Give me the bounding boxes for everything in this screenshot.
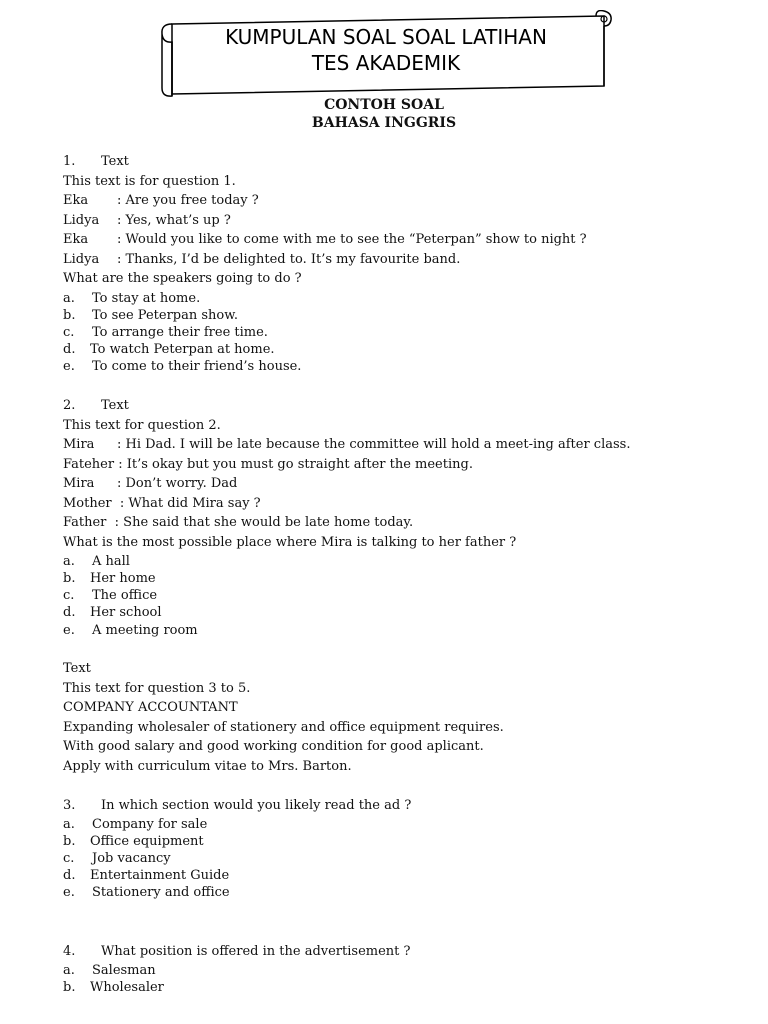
- q1-option-text: To stay at home.: [92, 291, 201, 306]
- q1-dialog-line: [63, 232, 587, 248]
- ad-label: Text: [63, 661, 91, 676]
- q3-option-text: Stationery and office: [92, 885, 230, 900]
- q2-option-text: A hall: [92, 554, 130, 569]
- q1-option-letter: d.: [63, 342, 76, 357]
- banner-title-line1: KUMPULAN SOAL SOAL LATIHAN: [225, 25, 547, 49]
- q1-dialog-line: [63, 213, 231, 229]
- utterance: : Would you like to come with me to see the “Peterpan” show to night ?: [117, 232, 587, 247]
- q2-label: Text: [101, 398, 129, 413]
- q3-option-text: Job vacancy: [92, 851, 171, 866]
- q1-option-letter: e.: [63, 359, 75, 374]
- q1-option-letter: b.: [63, 308, 76, 323]
- q1-intro: This text is for question 1.: [63, 174, 236, 189]
- speaker: Father: [63, 515, 107, 530]
- ad-line: Apply with curriculum vitae to Mrs. Barton.: [63, 759, 352, 774]
- q2-option-letter: e.: [63, 623, 75, 638]
- q1-option-letter: a.: [63, 291, 75, 306]
- q3-option-letter: c.: [63, 851, 75, 866]
- heading-line2: BAHASA INGGRIS: [311, 115, 457, 131]
- q4-option-text: Wholesaler: [90, 980, 164, 995]
- q2-question: What is the most possible place where Mira is talking to her father ?: [63, 535, 517, 550]
- q2-dialog-line: [63, 476, 237, 492]
- q4-option-text: Salesman: [92, 963, 156, 978]
- q2-option-letter: c.: [63, 588, 75, 603]
- q1-option-text: To see Peterpan show.: [92, 308, 238, 323]
- utterance: : Thanks, I’d be delighted to. It’s my favourite band.: [117, 252, 461, 267]
- utterance: : Hi Dad. I will be late because the committee will hold a meet-ing after class.: [117, 437, 631, 452]
- q3-option-text: Company for sale: [92, 817, 208, 832]
- q3-number: 3.: [63, 798, 76, 813]
- q4-option-letter: a.: [63, 963, 75, 978]
- utterance: : She said that she would be late home today.: [114, 515, 414, 530]
- heading-line1: CONTOH SOAL: [324, 97, 444, 113]
- q2-option-letter: d.: [63, 605, 76, 620]
- q1-label: Text: [101, 154, 129, 169]
- q1-number: 1.: [63, 154, 76, 169]
- q3-option-text: Entertainment Guide: [90, 868, 230, 883]
- q2-number: 2.: [63, 398, 76, 413]
- q2-option-text: The office: [92, 588, 158, 603]
- q2-dialog-line: [63, 515, 413, 531]
- speaker: Lidya: [63, 252, 100, 267]
- q1-option-text: To arrange their free time.: [92, 325, 268, 340]
- q1-option-text: To watch Peterpan at home.: [90, 342, 275, 357]
- speaker: Eka: [63, 232, 89, 247]
- q3-option-letter: e.: [63, 885, 75, 900]
- speaker: Lidya: [63, 213, 100, 228]
- q3-option-letter: b.: [63, 834, 76, 849]
- q2-dialog-line: [63, 457, 473, 473]
- q4-option-letter: b.: [63, 980, 76, 995]
- utterance: : Yes, what’s up ?: [117, 213, 231, 228]
- q1-dialog-line: [63, 193, 259, 209]
- speaker: Mira: [63, 437, 95, 452]
- q2-option-text: A meeting room: [92, 623, 198, 638]
- ad-line: With good salary and good working condition for good aplicant.: [63, 739, 484, 754]
- speaker: Mira: [63, 476, 95, 491]
- q1-option-text: To come to their friend’s house.: [92, 359, 302, 374]
- q1-question: What are the speakers going to do ?: [63, 271, 302, 286]
- q4-number: 4.: [63, 944, 76, 959]
- utterance: : Don’t worry. Dad: [117, 476, 238, 491]
- page-heading: [0, 96, 768, 132]
- speaker: Mother: [63, 496, 112, 511]
- q3-question: In which section would you likely read the ad ?: [101, 798, 412, 813]
- utterance: : What did Mira say ?: [119, 496, 261, 511]
- ad-intro: This text for question 3 to 5.: [63, 681, 251, 696]
- speaker: Fateher: [63, 457, 115, 472]
- q2-dialog-line: [63, 496, 261, 512]
- title-banner: [158, 10, 614, 102]
- q3-option-text: Office equipment: [90, 834, 204, 849]
- utterance: : It’s okay but you must go straight after the meeting.: [118, 457, 473, 472]
- q1-option-letter: c.: [63, 325, 75, 340]
- q3-option-letter: d.: [63, 868, 76, 883]
- ad-line: Expanding wholesaler of stationery and office equipment requires.: [63, 720, 504, 735]
- banner-title-line2: TES AKADEMIK: [311, 51, 461, 75]
- q2-option-letter: a.: [63, 554, 75, 569]
- q1-dialog-line: [63, 252, 460, 268]
- q4-question: What position is offered in the advertisement ?: [101, 944, 411, 959]
- speaker: Eka: [63, 193, 89, 208]
- q2-intro: This text for question 2.: [63, 418, 221, 433]
- ad-title: COMPANY ACCOUNTANT: [63, 700, 238, 715]
- q2-option-text: Her school: [90, 605, 162, 620]
- q3-option-letter: a.: [63, 817, 75, 832]
- utterance: : Are you free today ?: [117, 193, 259, 208]
- q2-option-letter: b.: [63, 571, 76, 586]
- q2-dialog-line: [63, 437, 630, 453]
- q2-option-text: Her home: [90, 571, 156, 586]
